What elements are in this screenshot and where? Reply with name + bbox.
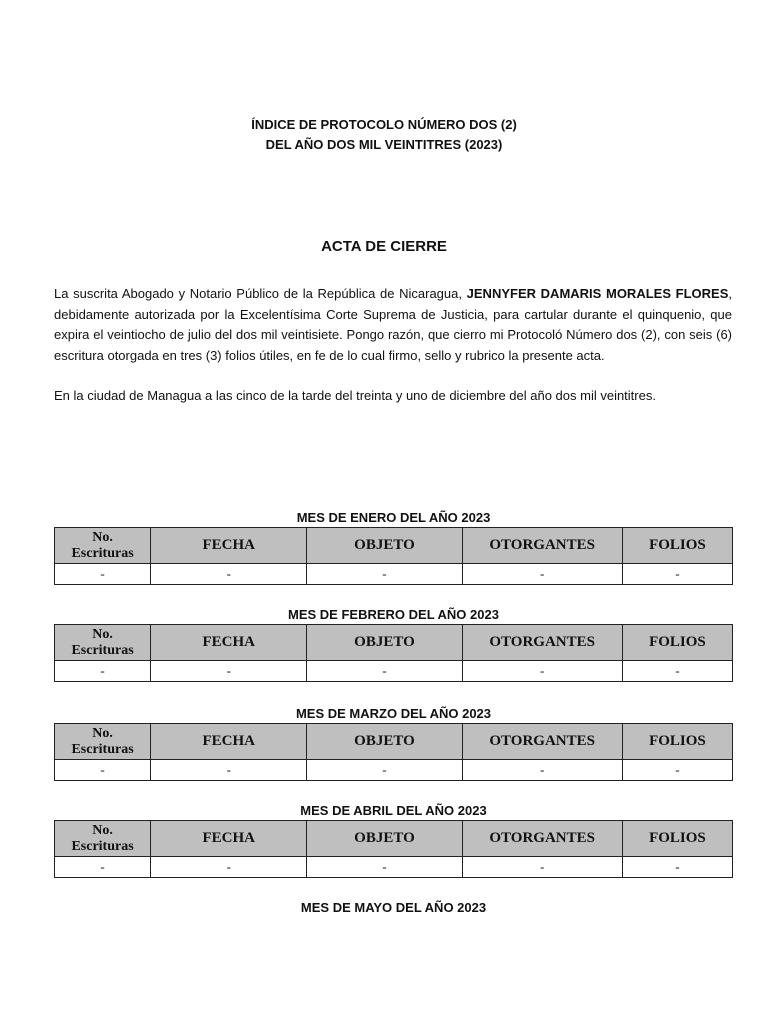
cell-fecha: - bbox=[151, 564, 307, 585]
table-header-row bbox=[55, 821, 733, 857]
month-title: MES DE ENERO DEL AÑO 2023 bbox=[296, 510, 491, 525]
header-fecha: FECHA bbox=[151, 821, 307, 857]
header-otorgantes: OTORGANTES bbox=[462, 821, 622, 857]
cell-folios: - bbox=[622, 564, 732, 585]
acta-paragraph-1-start: La suscrita Abogado y Notario Público de la República de Nicaragua, bbox=[54, 286, 467, 301]
month-section-enero bbox=[54, 509, 733, 585]
header-otorgantes: OTORGANTES bbox=[462, 528, 622, 564]
header-no-line2: Escrituras bbox=[71, 642, 134, 658]
acta-title: ACTA DE CIERRE bbox=[321, 238, 447, 255]
month-title: MES DE MAYO DEL AÑO 2023 bbox=[300, 900, 487, 915]
acta-paragraph-2: En la ciudad de Managua a las cinco de la tarde del treinta y uno de diciembre del año dos mil veintitres. bbox=[54, 388, 656, 403]
cell-no: - bbox=[55, 857, 151, 878]
header-no-line2: Escrituras bbox=[71, 741, 134, 757]
header-otorgantes: OTORGANTES bbox=[462, 724, 622, 760]
protocol-table bbox=[54, 527, 733, 585]
header-no-escrituras bbox=[55, 821, 151, 857]
table-header-row bbox=[55, 625, 733, 661]
header-otorgantes: OTORGANTES bbox=[462, 625, 622, 661]
header-objeto: OBJETO bbox=[307, 625, 462, 661]
cell-folios: - bbox=[622, 661, 732, 682]
header-no-line1: No. bbox=[92, 822, 113, 838]
cell-fecha: - bbox=[151, 661, 307, 682]
protocol-table bbox=[54, 723, 733, 781]
table-row bbox=[55, 661, 733, 682]
cell-no: - bbox=[55, 661, 151, 682]
month-section-marzo bbox=[54, 705, 733, 781]
cell-objeto: - bbox=[307, 564, 462, 585]
month-section-abril bbox=[54, 802, 733, 878]
header-no-escrituras bbox=[55, 724, 151, 760]
cell-folios: - bbox=[622, 760, 732, 781]
cell-no: - bbox=[55, 760, 151, 781]
index-header-line1: ÍNDICE DE PROTOCOLO NÚMERO DOS (2) bbox=[251, 117, 517, 132]
header-no-line2: Escrituras bbox=[71, 545, 134, 561]
acta-paragraph-1-end: , debidamente autorizada por la Excelentísima Corte Suprema de Justicia, para cartular durante el quinquenio, que expira el veintiocho de julio del dos mil veintisiete. Pongo razón, que cierro mi Protocoló Número dos (2), con seis (6) escritura otorgada en tres (3) folios útiles, en fe de lo cual firmo, sello y rubrico la presente acta. bbox=[54, 286, 733, 363]
month-title: MES DE MARZO DEL AÑO 2023 bbox=[295, 706, 492, 721]
protocol-table bbox=[54, 820, 733, 878]
header-no-escrituras bbox=[55, 625, 151, 661]
table-row bbox=[55, 760, 733, 781]
table-row bbox=[55, 564, 733, 585]
table-header-row bbox=[55, 528, 733, 564]
header-no-line1: No. bbox=[92, 626, 113, 642]
cell-otorgantes: - bbox=[462, 857, 622, 878]
cell-fecha: - bbox=[151, 857, 307, 878]
month-title: MES DE ABRIL DEL AÑO 2023 bbox=[300, 803, 487, 818]
month-title: MES DE FEBRERO DEL AÑO 2023 bbox=[288, 607, 499, 622]
cell-otorgantes: - bbox=[462, 661, 622, 682]
header-fecha: FECHA bbox=[151, 528, 307, 564]
header-no-line2: Escrituras bbox=[71, 838, 134, 854]
cell-fecha: - bbox=[151, 760, 307, 781]
acta-paragraph-1 bbox=[54, 284, 732, 366]
cell-folios: - bbox=[622, 857, 732, 878]
cell-otorgantes: - bbox=[462, 760, 622, 781]
header-no-line1: No. bbox=[92, 725, 113, 741]
table-header-row bbox=[55, 724, 733, 760]
cell-objeto: - bbox=[307, 760, 462, 781]
index-header-line2: DEL AÑO DOS MIL VEINTITRES (2023) bbox=[265, 137, 503, 152]
month-section-mayo bbox=[54, 899, 733, 917]
table-row bbox=[55, 857, 733, 878]
header-fecha: FECHA bbox=[151, 724, 307, 760]
header-no-line1: No. bbox=[92, 529, 113, 545]
header-fecha: FECHA bbox=[151, 625, 307, 661]
header-folios: FOLIOS bbox=[622, 821, 732, 857]
header-objeto: OBJETO bbox=[307, 528, 462, 564]
month-section-febrero bbox=[54, 606, 733, 682]
header-folios: FOLIOS bbox=[622, 724, 732, 760]
cell-objeto: - bbox=[307, 661, 462, 682]
notary-name: JENNYFER DAMARIS MORALES FLORES bbox=[466, 286, 729, 301]
header-folios: FOLIOS bbox=[622, 625, 732, 661]
cell-otorgantes: - bbox=[462, 564, 622, 585]
cell-no: - bbox=[55, 564, 151, 585]
header-objeto: OBJETO bbox=[307, 821, 462, 857]
cell-objeto: - bbox=[307, 857, 462, 878]
header-no-escrituras bbox=[55, 528, 151, 564]
header-objeto: OBJETO bbox=[307, 724, 462, 760]
index-header bbox=[0, 115, 768, 155]
protocol-table bbox=[54, 624, 733, 682]
header-folios: FOLIOS bbox=[622, 528, 732, 564]
